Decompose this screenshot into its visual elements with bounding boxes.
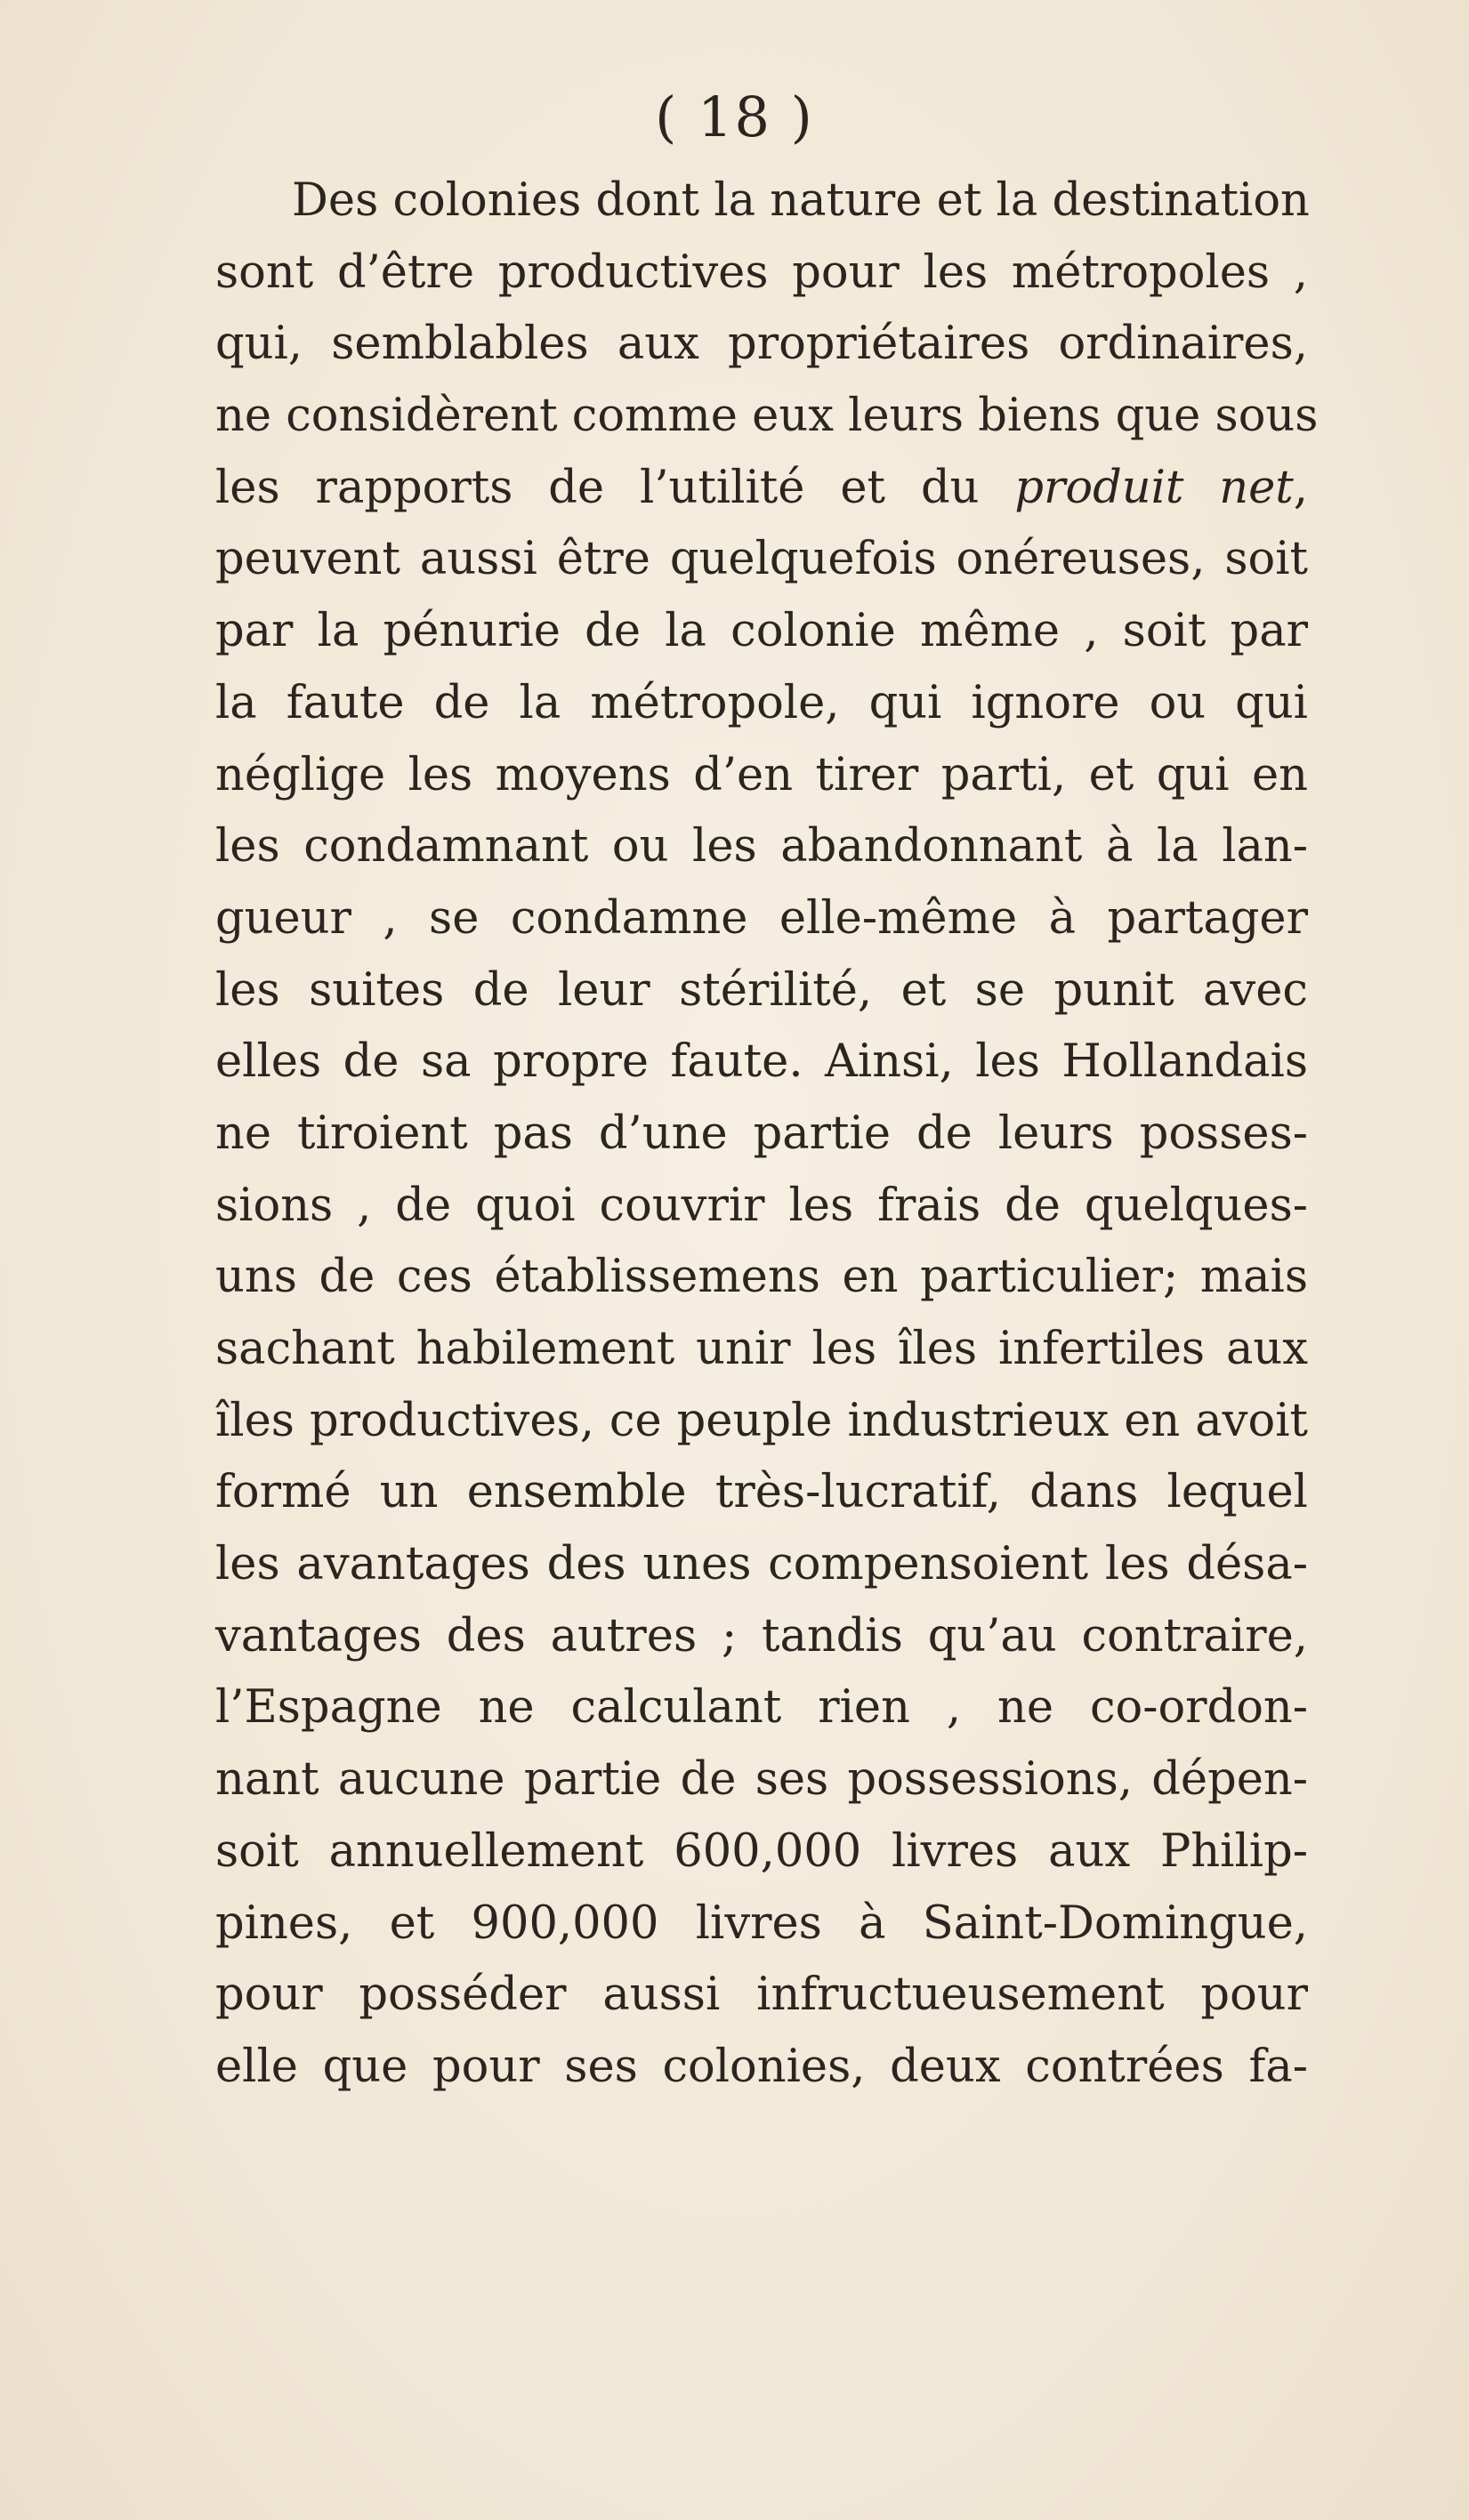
text-line: Des colonies dont la nature et la destination [292,174,1310,227]
text-line: la faute de la métropole, qui ignore ou qui [215,676,1308,729]
text-line [215,453,1308,525]
text-line: qui, semblables aux propriétaires ordinaires, [215,318,1308,371]
italic-phrase: produit net [1014,461,1294,514]
text-line: les condamnant ou les abandonnant à la lan- [215,820,1308,874]
text-line: sachant habilement unir les îles infertiles aux [215,1323,1308,1375]
text-segment: les rapports de l’utilité et du [215,461,1015,514]
text-line: vantages des autres ; tandis qu’au contraire, [215,1609,1308,1663]
text-line: nant aucune partie de ses possessions, dépen- [215,1753,1308,1807]
text-line: ne considèrent comme eux leurs biens que sous [215,390,1319,443]
text-segment: , [1293,461,1309,514]
text-line: les avantages des unes compensoient les désa- [215,1538,1308,1591]
text-line: formé un ensemble très-lucratif, dans lequel [215,1466,1308,1519]
text-line: uns de ces établissemens en particulier; mais [215,1251,1308,1304]
text-line: ne tiroient pas d’une partie de leurs posses- [215,1107,1308,1160]
text-line: par la pénurie de la colonie même , soit par [215,605,1308,658]
text-line: pines, et 900,000 livres à Saint-Domingue, [215,1896,1308,1950]
text-line: les suites de leur stérilité, et se punit avec [215,963,1308,1017]
text-line: gueur , se condamne elle-même à partager [215,891,1308,945]
text-line: peuvent aussi être quelquefois onéreuses, soit [215,533,1308,586]
text-line: îles productives, ce peuple industrieux en avoit [215,1394,1308,1447]
body-text [215,165,1319,2104]
text-line: l’Espagne ne calculant rien , ne co-ordon- [215,1681,1308,1735]
text-line: sions , de quoi couvrir les frais de quelques- [215,1179,1308,1232]
page-number: ( 18 ) [655,85,814,149]
text-line: elles de sa propre faute. Ainsi, les Hollandais [215,1035,1308,1089]
text-line: elle que pour ses colonies, deux contrées fa- [215,2040,1308,2093]
text-line: pour posséder aussi infructueusement pour [215,1968,1308,2022]
text-line: soit annuellement 600,000 livres aux Philip- [215,1824,1308,1878]
text-line: sont d’être productives pour les métropoles , [215,246,1308,299]
text-line: néglige les moyens d’en tirer parti, et qui en [215,748,1308,801]
